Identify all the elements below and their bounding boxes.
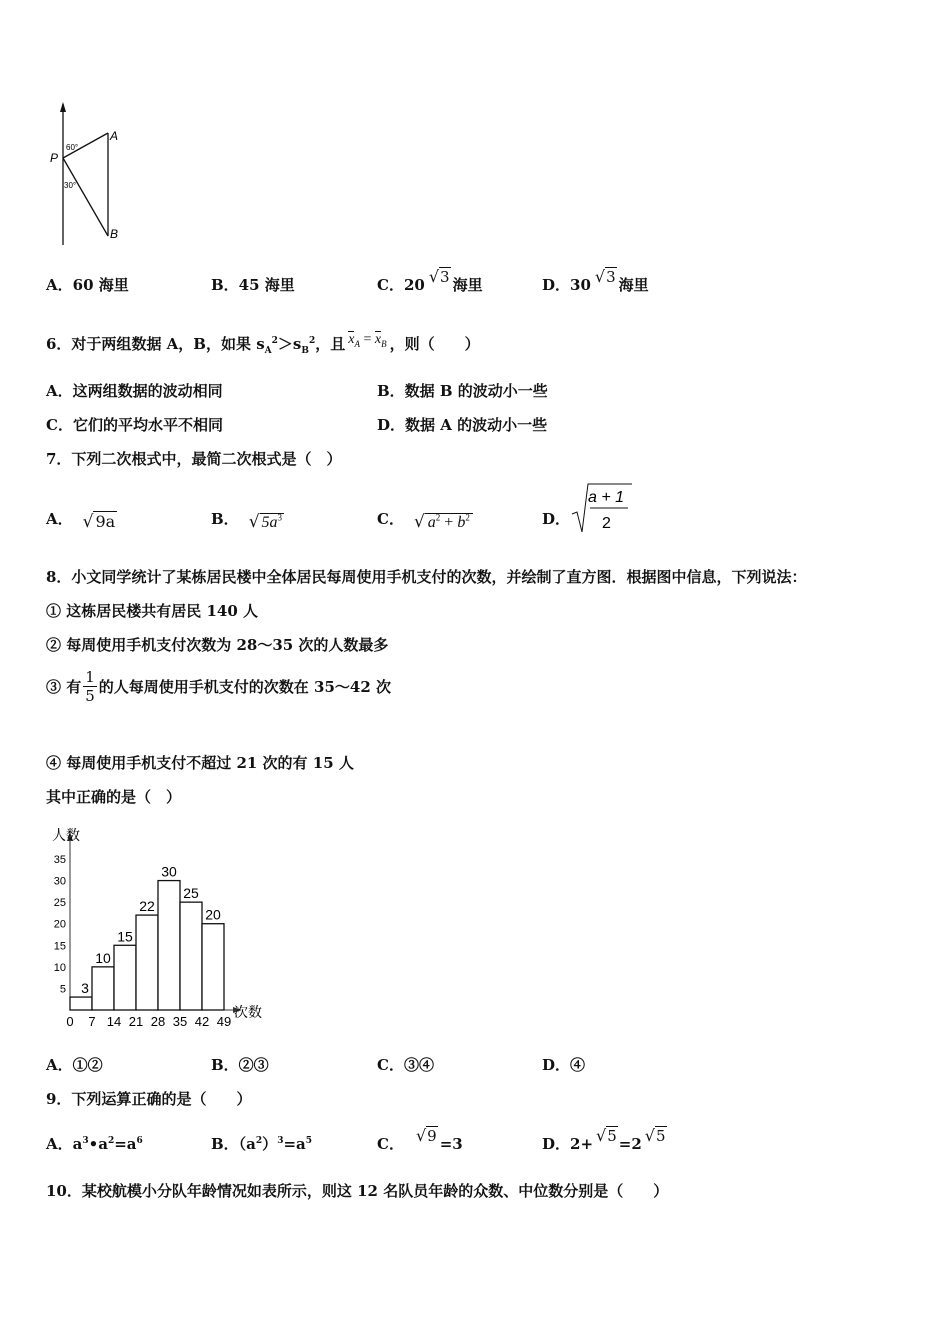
bearing-diagram [40,100,140,245]
q6-stem: 6．对于两组数据 A，B，如果 $s_A^2>s_B^2$，且 $x_A = x_B$ ，则（ ） [46,332,480,356]
y-tick-label: 30 [53,875,66,888]
q7-option-a[interactable]: A． √ 9a [46,510,116,532]
histogram-bar [114,945,136,1010]
sqrt-icon: √5 [596,1126,617,1145]
bar-value-label: 3 [81,980,89,997]
q5-d-prefix: D．30 [542,276,591,294]
histogram-bar [158,881,180,1010]
q10-stem: 10．某校航模小分队年龄情况如表所示，则这 12 名队员年龄的众数、中位数分别是（ ） [46,1182,669,1200]
axis-arrow-icon [60,102,66,112]
bar-value-label: 10 [95,949,111,966]
histogram-bar [136,915,158,1010]
sqrt-icon: √ $5a^3$ [248,512,283,532]
y-tick-label: 5 [59,983,66,996]
q6-option-b[interactable]: B．数据 B 的波动小一些 [377,382,548,400]
q6-option-c[interactable]: C．它们的平均水平不相同 [46,416,223,434]
q6-option-a[interactable]: A．这两组数据的波动相同 [46,382,223,400]
y-tick-label: 10 [53,961,66,974]
angle-60-label: 60° [66,143,79,152]
x-tick-label: 28 [150,1014,166,1029]
q8-stem: 8．小文同学统计了某栋居民楼中全体居民每周使用手机支付的次数，并绘制了直方图．根据图中信息，下列说法： [46,568,807,586]
q8-statement-2: ② 每周使用手机支付次数为 28～35 次的人数最多 [46,636,389,654]
q5-option-b[interactable]: B．45 海里 [211,276,295,294]
label-b: B [110,227,119,241]
bar-value-label: 22 [139,898,155,915]
q5-option-d[interactable] [542,267,649,295]
y-tick-label: 15 [53,940,66,953]
q5-d-unit: 海里 [618,276,649,294]
q7-option-d-label[interactable]: D． [542,510,571,528]
q5-option-a[interactable]: A．60 海里 [46,276,129,294]
q8-statement-3: ③ 有 $\frac{1}{5}$ 的人每周使用手机支付的次数在 35～42 次 [46,668,391,705]
q8-statement-4: ④ 每周使用手机支付不超过 21 次的有 15 人 [46,754,354,772]
bar-value-label: 25 [183,885,199,902]
sqrt-icon: √ 9a [82,512,116,532]
y-tick-label: 25 [53,897,66,910]
q5-c-unit: 海里 [452,276,483,294]
bar-value-label: 30 [161,863,177,880]
q7-option-c[interactable]: C． √ $a^2 + b^2$ [377,508,473,529]
bar-value-label: 15 [117,928,133,945]
histogram-bar [180,902,202,1010]
q7-d-denominator: 2 [602,515,611,532]
y-tick-label: 35 [53,854,66,866]
q9-stem: 9．下列运算正确的是（ ） [46,1090,252,1108]
fraction-one-fifth: $\frac{1}{5}$ [85,668,95,705]
q8-ask: 其中正确的是（ ） [46,788,182,806]
histogram-bar [92,967,114,1010]
q8-statement-1: ① 这栋居民楼共有居民 140 人 [46,602,258,620]
x-tick-label: 0 [66,1014,74,1029]
sqrt-icon: √9 [415,1126,437,1145]
x-tick-label: 49 [216,1014,232,1029]
sqrt-icon [570,482,634,534]
q9-option-d[interactable]: D．2+ √5 =2 √5 [542,1126,666,1153]
x-tick-label: 7 [88,1014,96,1029]
y-tick-label: 20 [53,918,66,931]
x-tick-label: 42 [194,1014,210,1029]
label-a: A [110,129,119,143]
q8-option-b[interactable]: B．②③ [211,1056,269,1074]
q9-option-c[interactable]: C． √9 =3 [377,1126,463,1153]
angle-30-label: 30° [64,181,77,190]
sqrt-icon: √3 [428,267,450,286]
histogram-bar [70,997,92,1010]
segment-pb [63,158,108,236]
q8-option-d[interactable]: D．④ [542,1056,586,1074]
label-p: P [50,151,59,165]
x-tick-label: 21 [128,1014,144,1029]
bar-value-label: 20 [205,906,221,923]
q5-c-prefix: C．20 [377,276,425,294]
sqrt-icon: √ $a^2 + b^2$ [414,512,473,532]
sqrt-icon: √3 [594,267,616,286]
q9-option-b[interactable]: B．$(a^2)^3=a^5$ [211,1135,313,1153]
q5-option-c[interactable] [377,267,483,295]
q6-option-d[interactable]: D．数据 A 的波动小一些 [377,416,548,434]
q7-stem: 7．下列二次根式中，最简二次根式是（ ） [46,450,342,468]
x-tick-label: 14 [106,1014,122,1029]
q8-option-c[interactable]: C．③④ [377,1056,434,1074]
sqrt-icon: √5 [644,1126,666,1145]
histogram-chart [40,822,280,1032]
q7-option-d[interactable] [570,482,634,538]
q9-option-a[interactable]: A．$a^3•a^2=a^6$ [46,1135,143,1153]
x-tick-label: 35 [172,1014,188,1029]
q7-option-b[interactable]: B． √ $5a^3$ [211,510,283,532]
y-axis-title: 人数 [52,827,80,843]
q8-option-a[interactable]: A．①② [46,1056,103,1074]
x-axis-title: 次数 [234,1004,262,1020]
q7-d-numerator: a + 1 [588,489,625,506]
mean-equation: $x_A = x_B$ [348,332,387,349]
histogram-bar [202,924,224,1010]
